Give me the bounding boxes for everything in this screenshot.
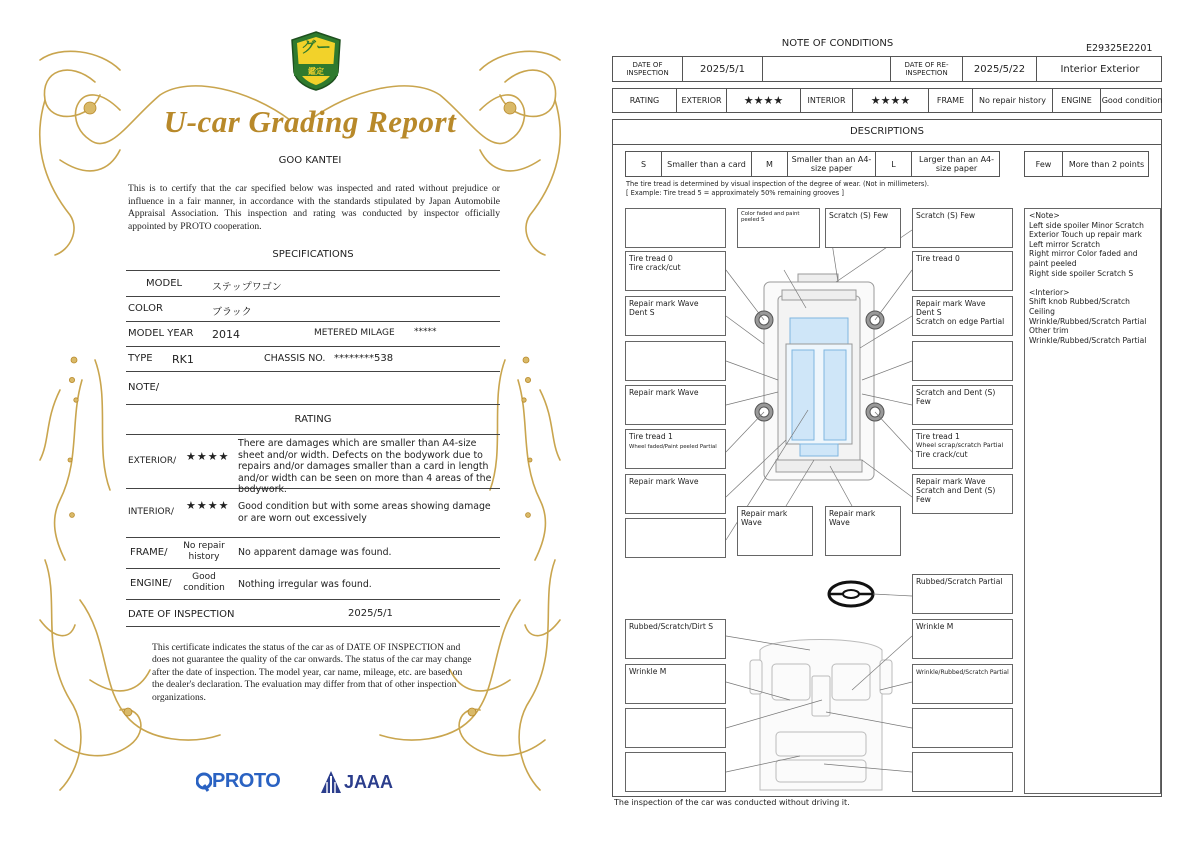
engine-value: Good condition	[1101, 96, 1163, 105]
note-box-17	[625, 518, 726, 558]
date-inspection-label: DATE OF INSPECTION	[613, 57, 683, 81]
inspection-date-value: 2025/5/1	[348, 608, 393, 619]
proto-logo-icon	[196, 772, 212, 792]
note-box-21: Rubbed/Scratch/Dirt S	[625, 619, 726, 659]
frame-label: FRAME	[929, 89, 973, 112]
note-text: Dent S	[629, 308, 655, 318]
frame-label: FRAME/	[130, 547, 168, 558]
note-box-16	[912, 474, 1013, 514]
engine-description: Nothing irregular was found.	[238, 579, 372, 590]
interior-label: INTERIOR/	[128, 507, 174, 517]
note-text: Wheel scrap/scratch Partial	[916, 441, 1004, 450]
interior-stars: ★★★★	[853, 89, 929, 112]
side-note-line	[1029, 278, 1156, 288]
badge-text: グー	[300, 38, 331, 56]
note-text: Tire tread 0	[629, 254, 673, 263]
note-box-8	[912, 296, 1013, 336]
side-note-line: Right mirror Color faded and paint peeled	[1029, 249, 1138, 268]
side-note-line: Shift knob Rubbed/Scratch	[1029, 297, 1130, 307]
side-note-line: <Interior>	[1029, 287, 1070, 297]
frame-value: No repair history	[183, 541, 225, 562]
badge-subtext: 鑑定	[308, 67, 324, 76]
specifications-heading: SPECIFICATIONS	[272, 249, 354, 260]
note-box-18: Repair mark Wave	[737, 506, 813, 556]
side-note-line: Other trim	[1029, 326, 1069, 336]
engine-label: ENGINE/	[130, 578, 172, 589]
color-row	[126, 297, 500, 322]
legend-few: Few	[1025, 152, 1063, 176]
exterior-rating-row	[126, 436, 500, 495]
report-subtitle: GOO KANTEI	[278, 155, 342, 166]
exterior-stars: ★★★★	[727, 89, 801, 112]
note-box-7	[625, 296, 726, 336]
tread-note-line-2: [ Example: Tire tread 5 = approximately 50% remaining grooves ]	[626, 189, 844, 197]
inspection-date-row	[126, 600, 500, 627]
note-box-10	[912, 341, 1013, 381]
frame-value: No repair history	[973, 89, 1053, 112]
descriptions-heading: DESCRIPTIONS	[849, 126, 925, 137]
legend-m-text: Smaller than an A4-size paper	[788, 152, 876, 176]
note-text: Scratch on edge Partial	[916, 317, 1005, 327]
note-box-6: Tire tread 0	[912, 251, 1013, 291]
side-notes-panel	[1024, 208, 1161, 794]
note-of-conditions-sheet	[600, 0, 1200, 848]
rating-label: RATING	[613, 89, 677, 112]
sheet-title: NOTE OF CONDITIONS	[781, 38, 894, 49]
note-text: Repair mark Wave	[916, 477, 986, 486]
exterior-description: There are damages which are smaller than A4-size sheet and/or width. Defects on the bodywork due to repairs and/or damages smaller than a card in length and/or width can be seen on more than 4 areas of the bodywork.	[238, 438, 492, 495]
legend-l-text: Larger than an A4-size paper	[918, 155, 995, 173]
side-note-line: Left side spoiler Minor Scratch	[1029, 220, 1144, 230]
note-text: Tire crack/cut	[629, 263, 681, 273]
note-box-9	[625, 341, 726, 381]
frame-rating-row	[126, 538, 500, 569]
note-box-15: Repair mark Wave	[625, 474, 726, 514]
legend-few-text: More than 2 points	[1068, 159, 1145, 169]
model-row	[126, 272, 500, 297]
steering-wheel-icon	[829, 582, 873, 606]
side-note-line: Exterior Touch up repair mark	[1029, 230, 1142, 240]
date-reinspection-label: DATE OF RE-INSPECTION	[891, 57, 963, 81]
engine-label: ENGINE	[1053, 89, 1101, 112]
frame-description: No apparent damage was found.	[238, 547, 392, 558]
inspection-scope: Interior Exterior	[1060, 63, 1140, 75]
note-box-19: Repair mark Wave	[825, 506, 901, 556]
jaaa-logo: JAAA	[344, 772, 394, 792]
side-note-line: Wrinkle/Rubbed/Scratch Partial	[1029, 335, 1147, 345]
note-text: Repair mark Wave	[629, 299, 699, 308]
side-note-line: Right side spoiler Scratch S	[1029, 268, 1134, 278]
note-box-14	[912, 429, 1013, 469]
mileage-label: METERED MILAGE	[314, 328, 395, 338]
certification-intro: This is to certify that the car specified below was inspected and rated without prejudice or influence in a fair manner, in accordance with the standards stipulated by Japan Automobile Appraisal Association. This inspection and rating was conducted by inspector officially appointed by PROTO cooperation.	[128, 183, 500, 232]
color-label: COLOR	[128, 303, 163, 314]
engine-rating-row	[126, 569, 500, 600]
note-label: NOTE/	[128, 382, 160, 393]
note-text: Wrinkle/Rubbed/Scratch Partial	[916, 669, 1009, 676]
note-box-25	[625, 708, 726, 748]
legend-l: L	[876, 152, 912, 176]
side-note-line: Ceiling	[1029, 306, 1055, 316]
mileage-value: *****	[414, 327, 437, 337]
divider	[126, 434, 500, 435]
legend-s-text: Smaller than a card	[662, 152, 752, 176]
model-value: ステップワゴン	[212, 282, 282, 293]
note-box-13	[625, 429, 726, 469]
note-text: Wheel faded/Paint peeled Partial	[629, 444, 717, 451]
note-text: Color faded and paint peeled S	[741, 211, 800, 223]
note-text: Tire tread 1	[916, 432, 960, 441]
exterior-stars: ★★★★	[186, 450, 230, 463]
chassis-value: ********538	[334, 353, 394, 364]
model-year-value: 2014	[212, 328, 240, 341]
type-value: RK1	[172, 353, 194, 366]
interior-description: Good condition but with some areas showing damage or are worn out excessively	[238, 501, 491, 524]
jaaa-logo-icon	[320, 770, 342, 794]
date-inspection-value: 2025/5/1	[683, 57, 763, 81]
interior-label: INTERIOR	[801, 89, 853, 112]
note-box-2	[737, 208, 820, 248]
note-box-5	[625, 251, 726, 291]
note-box-27	[625, 752, 726, 792]
inspection-date-label: DATE OF INSPECTION	[128, 609, 235, 620]
note-box-23: Wrinkle M	[625, 664, 726, 704]
legend-s: S	[626, 152, 662, 176]
note-text: Scratch and Dent (S) Few	[916, 486, 996, 505]
sheet-code: E29325E2201	[1086, 43, 1153, 54]
side-note-line: <Note>	[1029, 211, 1060, 220]
exterior-label: EXTERIOR	[677, 89, 727, 112]
legend-m: M	[752, 152, 788, 176]
interior-stars: ★★★★	[186, 499, 230, 512]
note-box-28	[912, 752, 1013, 792]
exterior-label: EXTERIOR/	[128, 456, 177, 466]
note-row	[126, 372, 500, 405]
certificate-disclaimer: This certificate indicates the status of the car as of DATE OF INSPECTION and does not guarantee the quality of the car onwards. The status of the car may change after the date of inspection. The model year, car name, mileage, etc. are based on the dealer's declaration. The evaluation may differ from that of other inspection organizations.	[152, 642, 472, 703]
sheet-footer: The inspection of the car was conducted without driving it.	[614, 798, 850, 807]
note-box-24	[912, 664, 1013, 704]
note-text: Repair mark Wave	[916, 299, 986, 308]
divider	[126, 270, 500, 271]
model-label: MODEL	[146, 278, 183, 289]
type-label: TYPE	[128, 353, 153, 364]
note-box-4: Scratch (S) Few	[912, 208, 1013, 248]
note-box-11: Repair mark Wave	[625, 385, 726, 425]
side-note-line: Left mirror Scratch	[1029, 239, 1101, 249]
date-reinspection-value: 2025/5/22	[963, 57, 1037, 81]
note-box-20: Rubbed/Scratch Partial	[912, 574, 1013, 614]
rating-heading: RATING	[294, 414, 332, 425]
report-title: U-car Grading Report	[163, 104, 457, 139]
color-value: ブラック	[212, 307, 252, 318]
proto-logo: PROTO	[212, 770, 281, 792]
side-note-line: Wrinkle/Rubbed/Scratch Partial	[1029, 316, 1147, 326]
interior-rating-row	[126, 489, 500, 538]
chassis-label: CHASSIS NO.	[264, 353, 326, 364]
note-text: Dent S	[916, 308, 942, 318]
note-text: Tire tread 1	[629, 432, 673, 441]
model-year-label: MODEL YEAR	[128, 328, 194, 339]
type-row	[126, 347, 500, 372]
tread-note-line-1: The tire tread is determined by visual inspection of the degree of wear. (Not in millimeters).	[626, 180, 930, 188]
note-box-1	[625, 208, 726, 248]
note-box-12: Scratch and Dent (S) Few	[912, 385, 1013, 425]
model-year-row	[126, 322, 500, 347]
note-box-22: Wrinkle M	[912, 619, 1013, 659]
note-text: Tire crack/cut	[916, 450, 968, 460]
engine-value: Good condition	[183, 572, 225, 593]
note-box-26	[912, 708, 1013, 748]
note-box-3: Scratch (S) Few	[825, 208, 901, 248]
